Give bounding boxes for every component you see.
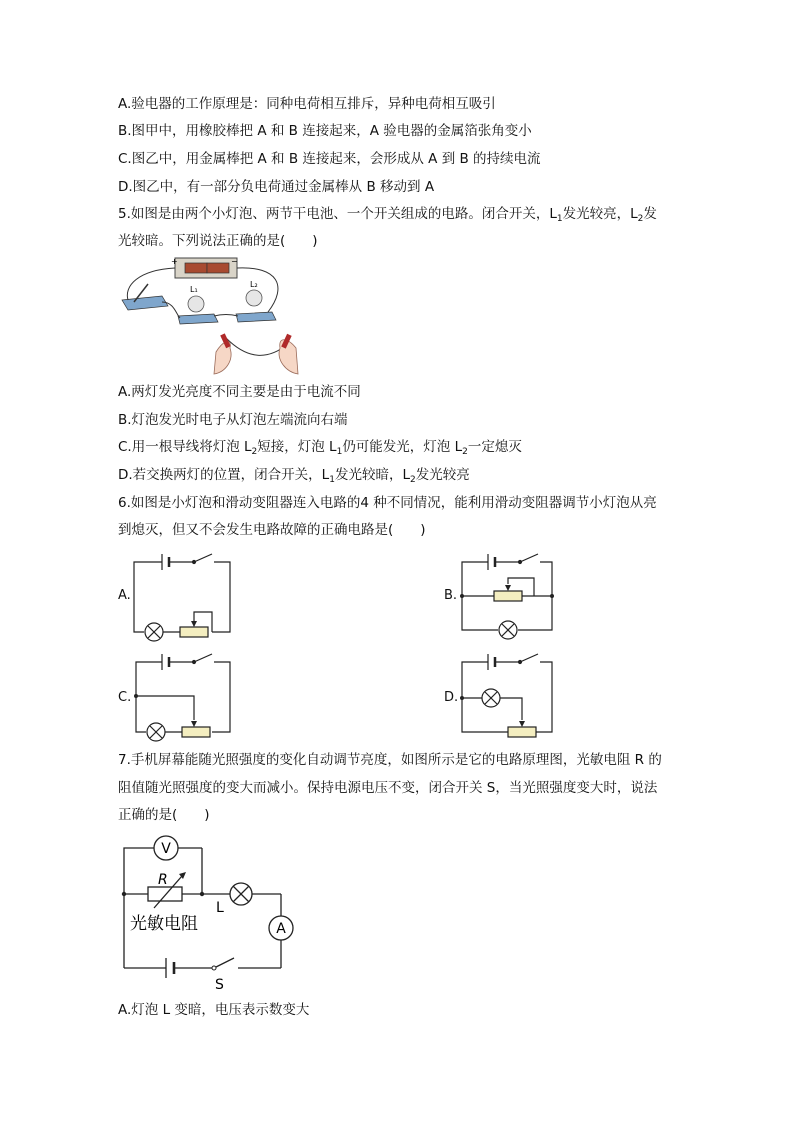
q6-stem-line2: 到熄灭，但又不会发生电路故障的正确电路是( ) <box>118 522 426 538</box>
photoresistor-caption: 光敏电阻 <box>130 914 198 934</box>
q5-stem-line1: 5.如图是由两个小灯泡、两节干电池、一个开关组成的电路。闭合开关，$L_1$发光较亮，$L_2$发 <box>118 206 657 224</box>
q4-option-a: A.验电器的工作原理是：同种电荷相互排斥，异种电荷相互吸引 <box>118 96 496 112</box>
q5-option-c: C.用一根导线将灯泡 $L_2$短接，灯泡 $L_1$仍可能发光，灯泡 $L_2$一定熄灭 <box>118 439 522 457</box>
q7-stem-line3: 正确的是( ) <box>118 807 210 823</box>
q7-option-a: A.灯泡 L 变暗，电压表示数变大 <box>118 1002 310 1018</box>
l1-label: L₁ <box>190 285 198 294</box>
battery-plus-label: + <box>171 257 178 266</box>
q6-circuit-b-label: B. <box>444 588 458 603</box>
q5-option-a: A.两灯发光亮度不同主要是由于电流不同 <box>118 384 361 400</box>
switch-s-label: S <box>215 977 224 993</box>
voltmeter-label: V <box>161 841 171 857</box>
q7-circuit-diagram <box>118 836 308 996</box>
q5-option-b: B.灯泡发光时电子从灯泡左端流向右端 <box>118 412 348 428</box>
resistor-r-label: R <box>158 872 168 888</box>
q6-circuit-a <box>134 550 244 640</box>
q4-option-c: C.图乙中，用金属棒把 A 和 B 连接起来，会形成从 A 到 B 的持续电流 <box>118 151 541 167</box>
q6-circuit-a-label: A. <box>118 588 131 603</box>
q7-stem-line1: 7.手机屏幕能随光照强度的变化自动调节亮度，如图所示是它的电路原理图，光敏电阻 R 的 <box>118 752 662 768</box>
q6-circuit-b <box>460 550 570 640</box>
q5-circuit-photo <box>118 256 318 376</box>
q4-option-d: D.图乙中，有一部分负电荷通过金属棒从 B 移动到 A <box>118 179 435 195</box>
ammeter-label: A <box>276 921 286 937</box>
q6-circuit-d-label: D. <box>444 690 459 705</box>
lamp-l-label: L <box>216 900 224 916</box>
q6-circuit-d <box>460 652 570 742</box>
q5-stem-line2: 光较暗。下列说法正确的是( ) <box>118 233 318 249</box>
q6-stem-line1: 6.如图是小灯泡和滑动变阻器连入电路的4 种不同情况，能利用滑动变阻器调节小灯泡从亮 <box>118 495 657 511</box>
q4-option-b: B.图甲中，用橡胶棒把 A 和 B 连接起来，A 验电器的金属箔张角变小 <box>118 123 532 139</box>
q7-stem-line2: 阻值随光照强度的变大而减小。保持电源电压不变，闭合开关 S，当光照强度变大时，说法 <box>118 780 658 796</box>
q6-circuit-c <box>134 652 244 742</box>
q6-circuit-c-label: C. <box>118 690 132 705</box>
q5-option-d: D.若交换两灯的位置，闭合开关，$L_1$发光较暗，$L_2$发光较亮 <box>118 467 470 485</box>
l2-label: L₂ <box>250 280 258 289</box>
battery-minus-label: − <box>231 257 238 266</box>
